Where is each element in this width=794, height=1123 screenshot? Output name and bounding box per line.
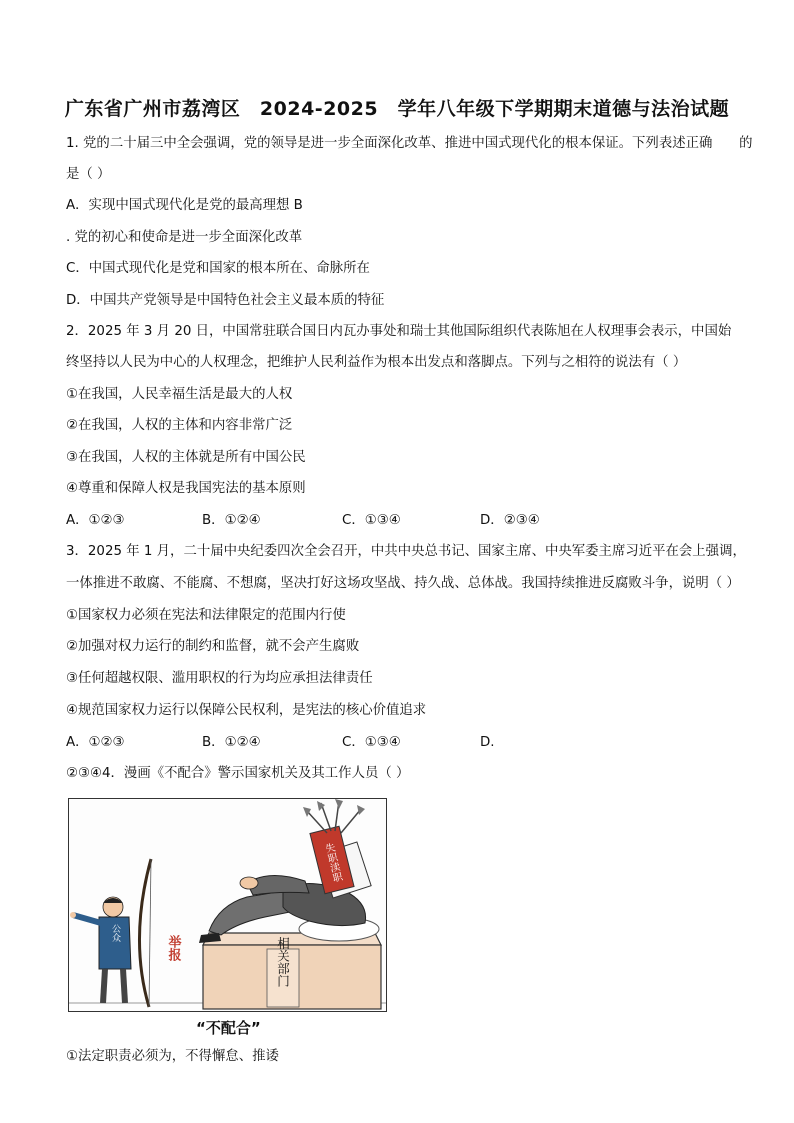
q2-item-3: ③在我国，人权的主体就是所有中国公民 bbox=[66, 450, 306, 465]
q2-item-1: ①在我国，人民幸福生活是最大的人权 bbox=[66, 387, 293, 402]
q3-option-d: D. bbox=[480, 735, 495, 750]
q1-stem-line2: 是（ ） bbox=[66, 167, 111, 182]
citizen-figure bbox=[70, 897, 131, 1003]
cartoon-not-cooperating bbox=[68, 798, 387, 1012]
q3-item-2: ②加强对权力运行的制约和监督，就不会产生腐败 bbox=[66, 639, 360, 654]
q2-option-d: D．②③④ bbox=[480, 513, 540, 528]
q1-option-b: . 党的初心和使命是进一步全面深化改革 bbox=[66, 230, 303, 245]
q2-option-c: C．①③④ bbox=[342, 513, 401, 528]
q2-option-a: A．①②③ bbox=[66, 513, 125, 528]
q2-item-2: ②在我国，人权的主体和内容非常广泛 bbox=[66, 418, 293, 433]
q2-stem-line1: 2．2025 年 3 月 20 日，中国常驻联合国日内瓦办事处和瑞士其他国际组织代表陈旭在人权理事会表示，中国始 bbox=[66, 324, 732, 339]
q1-option-d: D．中国共产党领导是中国特色社会主义最本质的特征 bbox=[66, 293, 385, 308]
citizen-label: 公众 bbox=[110, 924, 120, 942]
q3-option-a: A．①②③ bbox=[66, 735, 125, 750]
bow-string bbox=[149, 859, 151, 1007]
exam-title: 广东省广州市荔湾区 2024-2025 学年八年级下学期期末道德与法治试题 bbox=[64, 98, 730, 120]
q1-option-a: A．实现中国式现代化是党的最高理想 B bbox=[66, 198, 303, 213]
q3-option-b: B．①②④ bbox=[202, 735, 261, 750]
q1-option-c: C．中国式现代化是党和国家的根本所在、命脉所在 bbox=[66, 261, 370, 276]
cartoon-illustration bbox=[69, 799, 386, 1011]
q4-stem: ②③④4．漫画《不配合》警示国家机关及其工作人员（ ） bbox=[66, 766, 410, 781]
q3-stem-line1: 3．2025 年 1 月，二十届中央纪委四次全会召开，中共中央总书记、国家主席、中央军委主席习近平在会上强调， bbox=[66, 544, 746, 559]
q1-stem-line1: 1. 党的二十届三中全会强调，党的领导是进一步全面深化改革、推进中国式现代化的根本保证。下列表述正确 的 bbox=[66, 136, 753, 151]
bow-label: 举报 bbox=[165, 935, 181, 961]
cartoon-caption: “不配合” bbox=[196, 1019, 261, 1037]
q2-stem-line2: 终坚持以人民为中心的人权理念，把维护人民利益作为根本出发点和落脚点。下列与之相符的说法有（ ） bbox=[66, 355, 687, 370]
q3-option-c: C．①③④ bbox=[342, 735, 401, 750]
q3-stem-line2: 一体推进不敢腐、不能腐、不想腐，坚决打好这场攻坚战、持久战、总体战。我国持续推进反腐败斗争，说明（ ） bbox=[66, 576, 740, 591]
quiver-label: 失职渎职 bbox=[321, 842, 343, 884]
q4-item-1: ①法定职责必须为，不得懈怠、推诿 bbox=[66, 1049, 279, 1064]
q3-item-3: ③任何超越权限、滥用职权的行为均应承担法律责任 bbox=[66, 671, 373, 686]
q2-item-4: ④尊重和保障人权是我国宪法的基本原则 bbox=[66, 481, 306, 496]
q2-option-b: B．①②④ bbox=[202, 513, 261, 528]
box-label: 相关部门 bbox=[275, 937, 291, 987]
department-box bbox=[203, 933, 381, 1009]
q3-item-4: ④规范国家权力运行以保障公民权利，是宪法的核心价值追求 bbox=[66, 703, 427, 718]
q3-item-1: ①国家权力必须在宪法和法律限定的范围内行使 bbox=[66, 608, 346, 623]
